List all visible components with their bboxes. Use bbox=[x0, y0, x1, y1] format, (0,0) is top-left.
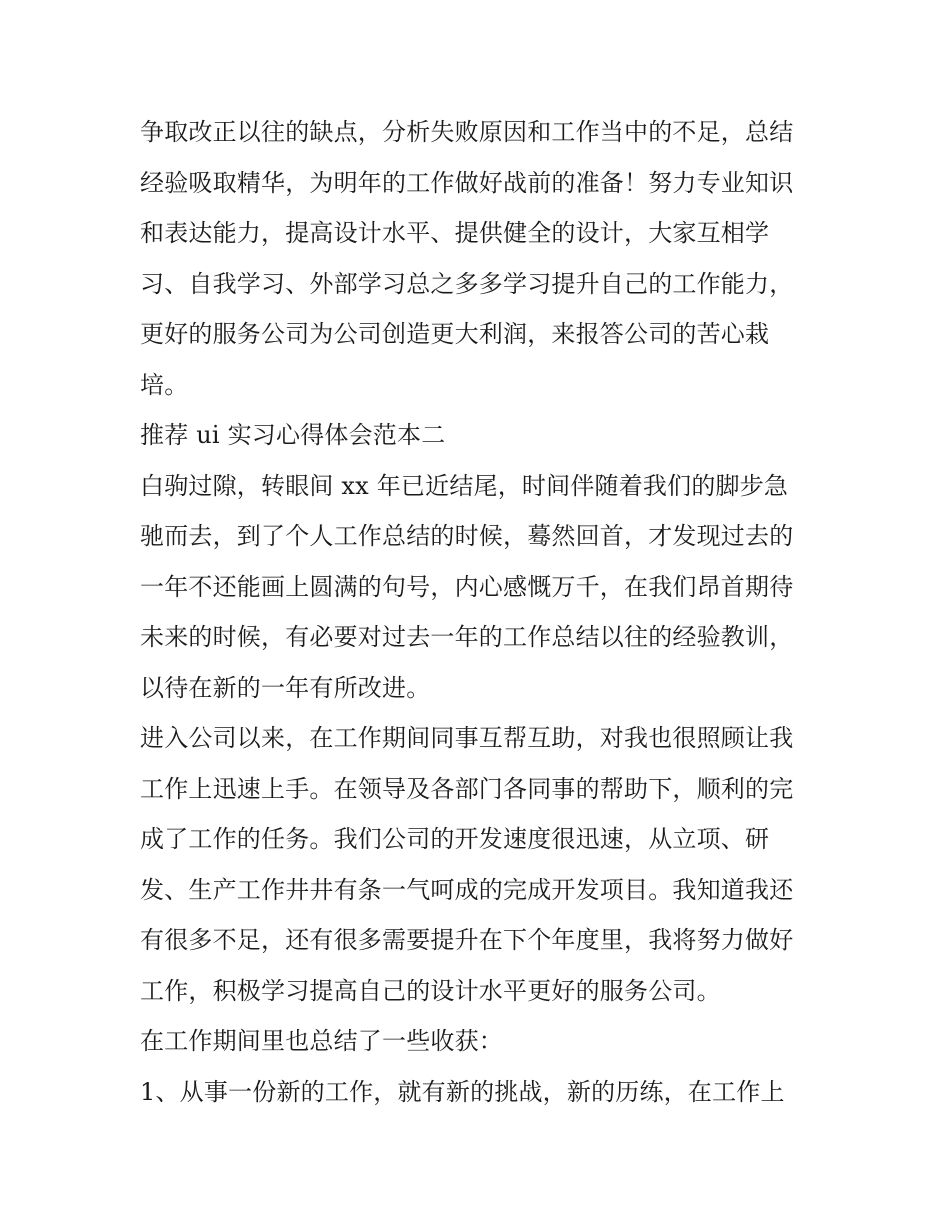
text-line: 在工作期间里也总结了一些收获： bbox=[140, 1027, 503, 1055]
text-line: 争取改正以往的缺点，分析失败原因和工作当中的不足，总结 bbox=[140, 118, 794, 146]
text-line: 白驹过隙，转眼间 xx 年已近结尾，时间伴随着我们的脚步急 bbox=[140, 471, 789, 500]
text-line: 成了工作的任务。我们公司的开发速度很迅速，从立项、研 bbox=[140, 825, 770, 853]
text-line: 发、生产工作井井有条一气呵成的完成开发项目。我知道我还 bbox=[140, 875, 794, 904]
text-line: 以待在新的一年有所改进。 bbox=[140, 673, 431, 702]
text-line: 和表达能力，提高设计水平、提供健全的设计，大家互相学 bbox=[140, 219, 770, 247]
text-line: 更好的服务公司为公司创造更大利润，来报答公司的苦心栽 bbox=[140, 320, 770, 348]
section-heading: 推荐 ui 实习心得体会范本二 bbox=[140, 421, 446, 449]
text-line: 工作上迅速上手。在领导及各部门各同事的帮助下，顺利的完 bbox=[140, 774, 794, 803]
text-line: 进入公司以来，在工作期间同事互帮互助，对我也很照顾让我 bbox=[140, 724, 794, 752]
text-line: 有很多不足，还有很多需要提升在下个年度里，我将努力做好 bbox=[140, 926, 794, 954]
text-line: 一年不还能画上圆满的句号，内心感慨万千，在我们昂首期待 bbox=[140, 572, 794, 601]
text-line: 未来的时候，有必要对过去一年的工作总结以往的经验教训， bbox=[140, 623, 794, 651]
text-line: 驰而去，到了个人工作总结的时候，蓦然回首，才发现过去的 bbox=[140, 522, 794, 550]
document-body bbox=[140, 107, 820, 1117]
list-item: 1、从事一份新的工作，就有新的挑战，新的历练，在工作上 bbox=[140, 1077, 785, 1106]
text-line: 习、自我学习、外部学习总之多多学习提升自己的工作能力， bbox=[140, 269, 794, 298]
text-line: 经验吸取精华，为明年的工作做好战前的准备！努力专业知识 bbox=[140, 168, 794, 197]
text-line: 培。 bbox=[140, 370, 189, 399]
text-line: 工作，积极学习提高自己的设计水平更好的服务公司。 bbox=[140, 976, 721, 1005]
